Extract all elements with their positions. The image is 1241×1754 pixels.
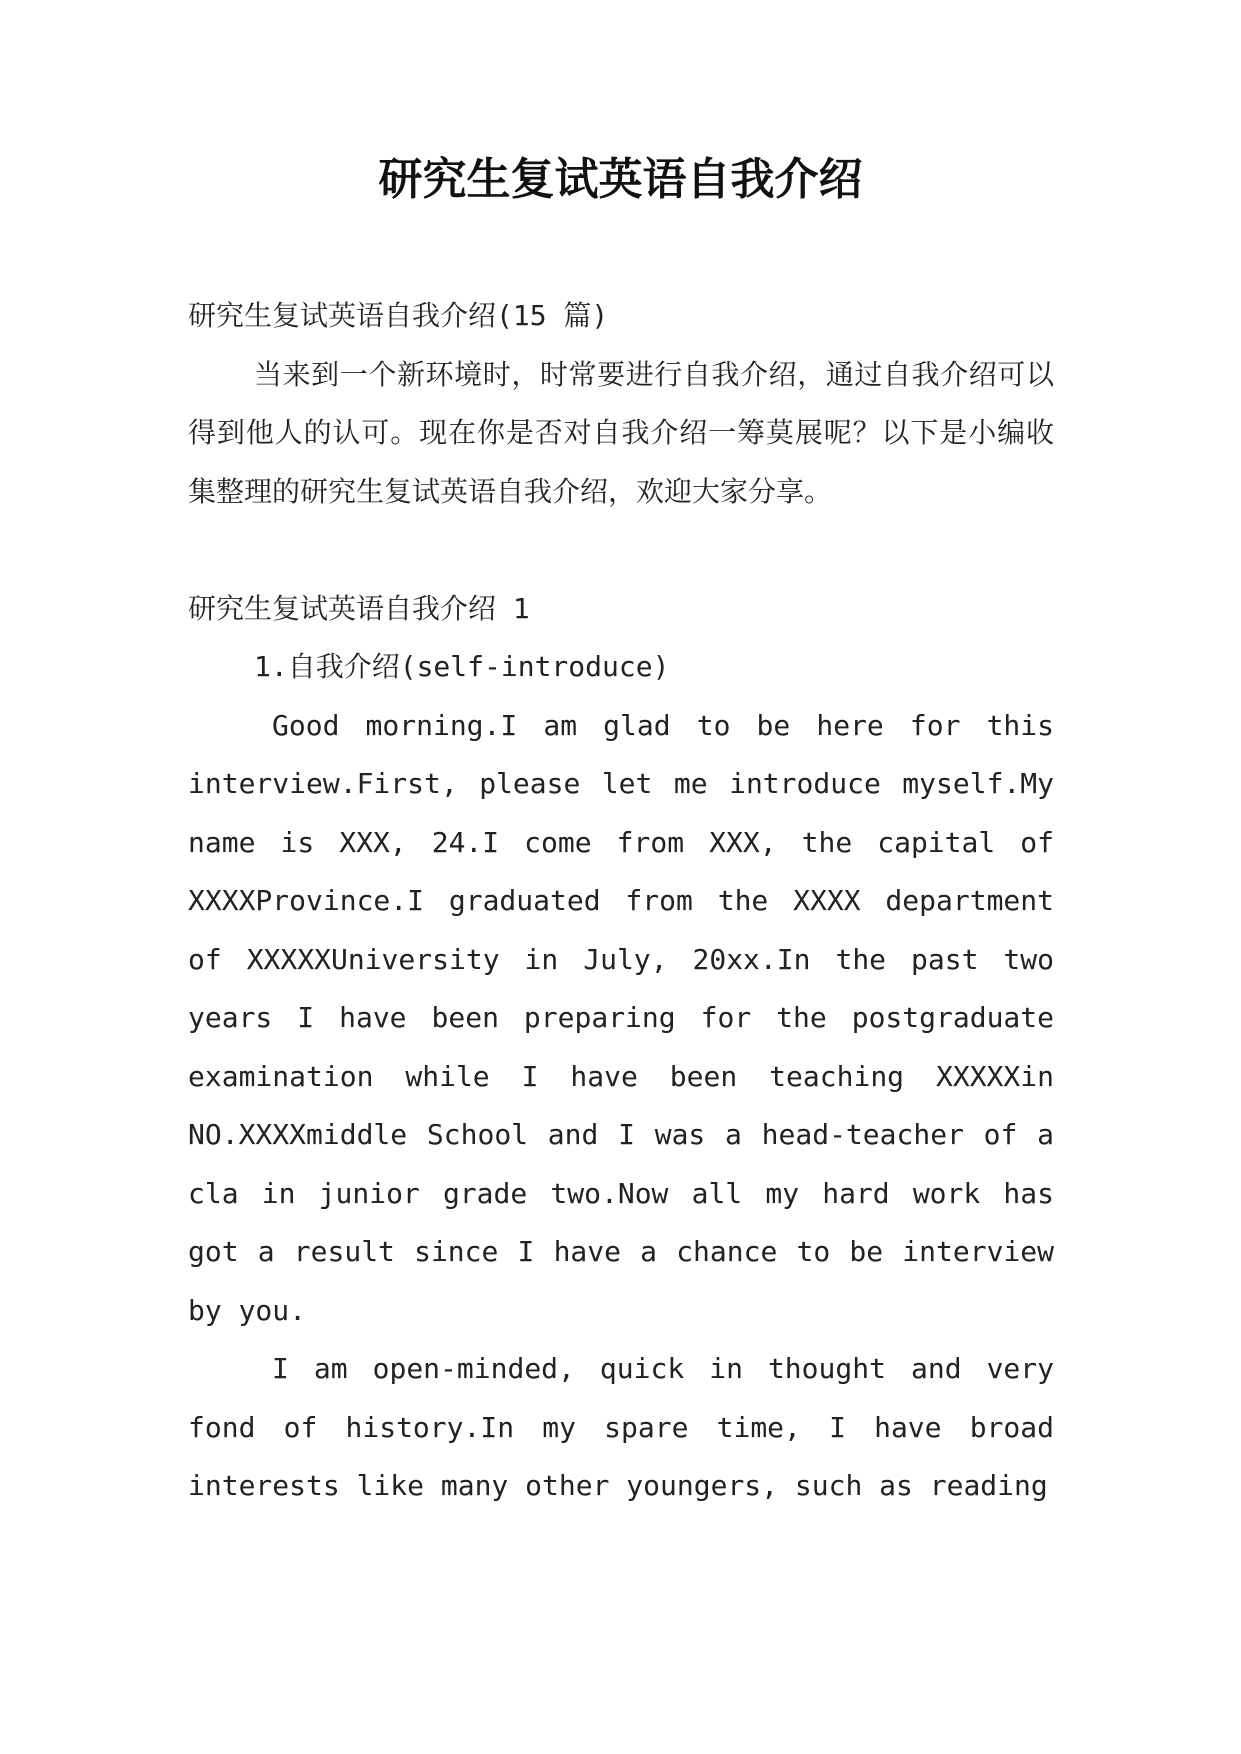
section-heading: 研究生复试英语自我介绍 1 bbox=[188, 591, 530, 625]
body-paragraph: I am open-minded, quick in thought and very fond of history.In my spare time, I have broad interests like many other youngers, such as reading bbox=[188, 1352, 1054, 1502]
section-item-heading: 1.自我介绍(self-introduce) bbox=[254, 650, 670, 683]
paragraph-spacer bbox=[188, 521, 1054, 580]
document-body bbox=[188, 287, 1054, 1516]
document-title: 研究生复试英语自我介绍 bbox=[378, 154, 863, 205]
document-subtitle: 研究生复试英语自我介绍(15 篇) bbox=[188, 299, 609, 332]
intro-paragraph: 当来到一个新环境时，时常要进行自我介绍，通过自我介绍可以得到他人的认可。现在你是否对自我介绍一筹莫展呢？以下是小编收集整理的研究生复试英语自我介绍，欢迎大家分享。 bbox=[188, 357, 1054, 508]
body-paragraph: Good morning.I am glad to be here for this interview.First, please let me introduce myself.My name is XXX, 24.I come from XXX, the capital of XXXXProvince.I graduated from the XXXX department of XXXXXUniversity in July, 20xx.In the past two years I have been preparing for the postgraduate examination while I have been teaching XXXXXin NO.XXXXmiddle School and I was a head-teacher of a cla in junior grade two.Now all my hard work has got a result since I have a chance to be interview by you. bbox=[188, 708, 1054, 1327]
